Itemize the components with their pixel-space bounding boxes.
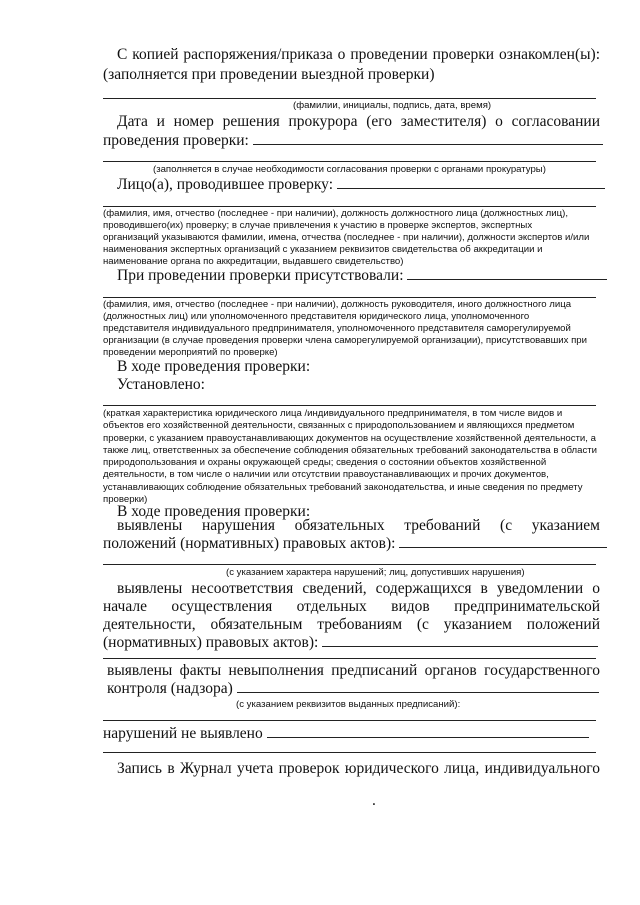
inspector-note-line: наименование органа по аккредитации, выдавшего свидетельство) — [103, 256, 404, 267]
characteristic-note-line: проверки, с указанием правоустанавливающих документов на осуществление хозяйственной деятельности, а — [103, 432, 596, 444]
no-violations-label: нарушений не выявлено — [103, 725, 263, 742]
present-note-line: (должностных лиц) или уполномоченного представителя юридического лица, уполномоченного — [103, 311, 530, 322]
inspector-note-line: наименования экспертных организаций с указанием реквизитов свидетельства об аккредитации и — [103, 244, 543, 255]
present-label: При проведении проверки присутствовали: — [117, 267, 404, 284]
inspector-note-line: (фамилия, имя, отчество (последнее - при наличии), должность должностного лица (должностных лиц), — [103, 208, 568, 219]
characteristic-note-line: природопользования и охраны окружающей среды; сведения о состоянии объектов хозяйственной — [103, 457, 547, 469]
characteristic-note-line: проверки) — [103, 494, 148, 506]
characteristic-note-line: устанавливающих соблюдение обязательных требований законодательства, и иные сведения по предмету — [103, 481, 583, 493]
inconsistency-line4: (нормативных) правовых актов): — [103, 634, 319, 651]
prosecutor-decision-field[interactable] — [253, 133, 603, 145]
established-line[interactable] — [103, 405, 596, 406]
nonfulfillment-line1: выявлены факты невыполнения предписаний органов государственного — [107, 662, 600, 679]
inconsistency-line3: деятельности, обязательным требованиям (с указанием положений — [103, 616, 600, 633]
inconsistency-line2: начале осуществления отдельных видов предпринимательской — [103, 598, 600, 615]
characteristic-note-line: (краткая характеристика юридического лица /индивидуального предпринимателя, в том числе видов и — [103, 408, 563, 419]
familiarization-line1: С копией распоряжения/приказа о проведении проверки ознакомлен(ы): — [117, 46, 600, 63]
present-note — [103, 299, 587, 359]
inspector-field[interactable] — [337, 177, 605, 189]
prosecutor-line2 — [103, 132, 603, 150]
signature-line[interactable] — [103, 98, 596, 99]
inspector-note-line: проводившего(их) проверку; в случае привлечения к участию в проверке экспертов, экспертных — [103, 220, 533, 231]
inconsistency-line4-row — [103, 634, 598, 652]
characteristic-note — [103, 408, 597, 506]
prosecutor-extra-line[interactable] — [103, 161, 596, 162]
violations-note: (с указанием характера нарушений; лиц, допустивших нарушения) — [226, 567, 525, 578]
established-heading: Установлено: — [117, 376, 205, 393]
present-extra-line[interactable] — [103, 297, 596, 298]
nonfulfillment-line2-row — [107, 680, 599, 698]
present-note-line: проведении мероприятий по проверке) — [103, 347, 278, 358]
inspector-label: Лицо(а), проводившее проверку: — [117, 176, 334, 193]
inspector-note-line: организаций указываются фамилии, имена, отчества (последнее - при наличии), должности экспертов и/или — [103, 232, 590, 243]
footer-mark: . — [372, 792, 376, 809]
prosecutor-note: (заполняется в случае необходимости согласования проверки с органами прокуратуры) — [153, 164, 546, 175]
inspector-extra-line[interactable] — [103, 206, 596, 207]
prosecutor-line2-text: проведения проверки: — [103, 132, 249, 149]
characteristic-note-line: деятельности, в том числе о наличии или отсутствии правоустанавливающих и прочих документов, — [103, 469, 549, 481]
inconsistency-field[interactable] — [322, 635, 598, 647]
present-field[interactable] — [407, 268, 607, 280]
violations-extra-line[interactable] — [103, 564, 596, 565]
present-label-row — [117, 267, 607, 285]
nonfulfillment-note: (с указанием реквизитов выданных предписаний): — [236, 699, 461, 710]
inconsistency-extra-line[interactable] — [103, 658, 596, 659]
inspector-note — [103, 208, 589, 268]
nonfulfillment-field[interactable] — [237, 681, 599, 693]
characteristic-note-line: объектов его хозяйственной деятельности, связанных с природопользованием и являющихся предметом — [103, 420, 575, 432]
nonfulfillment-extra-line[interactable] — [103, 720, 596, 721]
no-violations-row — [103, 725, 589, 743]
violations-line1: выявлены нарушения обязательных требований (с указанием — [117, 517, 600, 534]
familiarization-line2: (заполняется при проведении выездной проверки) — [103, 66, 435, 83]
violations-line2: положений (нормативных) правовых актов): — [103, 535, 396, 552]
nonfulfillment-line2: контроля (надзора) — [107, 680, 233, 697]
violations-line2-row — [103, 535, 607, 553]
violations-field[interactable] — [399, 536, 607, 548]
characteristic-note-line: также лиц, ответственных за обеспечение соблюдения обязательных требований законодательства в области — [103, 444, 598, 456]
present-note-line: представителя индивидуального предпринимателя, уполномоченного представителя саморегулируемой — [103, 323, 571, 334]
inspector-label-row — [117, 176, 605, 194]
no-violations-extra-line[interactable] — [103, 752, 596, 753]
prosecutor-line1: Дата и номер решения прокурора (его заместителя) о согласовании — [117, 113, 600, 130]
present-note-line: организации (в случае проведения проверки члена саморегулируемой организации), присутствовавших при — [103, 335, 587, 346]
journal-line: Запись в Журнал учета проверок юридического лица, индивидуального — [117, 760, 600, 777]
no-violations-field[interactable] — [267, 726, 589, 738]
inconsistency-line1: выявлены несоответствия сведений, содержащихся в уведомлении о — [117, 580, 600, 597]
during-heading-2: В ходе проведения проверки: — [117, 503, 311, 520]
present-note-line: (фамилия, имя, отчество (последнее - при наличии), должность руководителя, иного должностного лица — [103, 299, 572, 310]
familiarization-note: (фамилии, инициалы, подпись, дата, время) — [293, 100, 492, 111]
during-heading-1: В ходе проведения проверки: — [117, 358, 311, 375]
